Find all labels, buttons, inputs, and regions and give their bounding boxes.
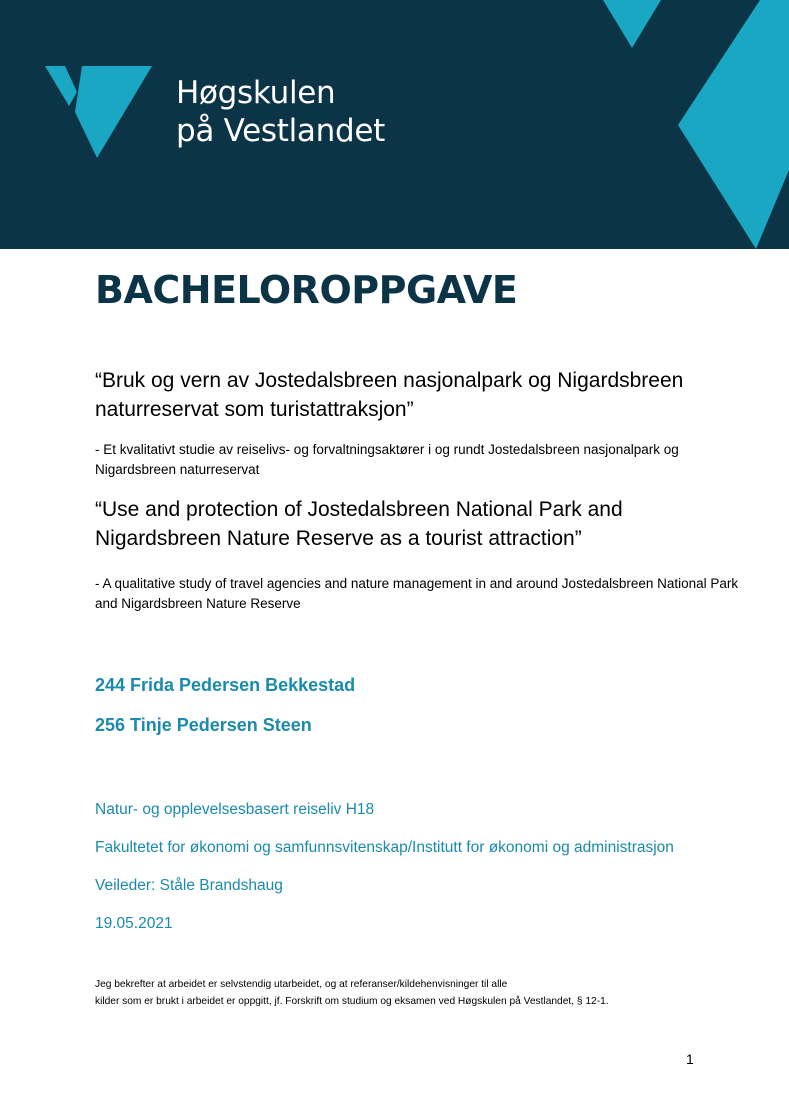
university-logo-text xyxy=(176,74,385,150)
declaration-statement xyxy=(95,976,715,1010)
right-diamond-shape xyxy=(678,0,789,249)
page-number: 1 xyxy=(686,1051,694,1067)
author-1: 244 Frida Pedersen Bekkestad xyxy=(95,675,356,695)
subtitle-english: - A qualitative study of travel agencies and nature management in and around Jostedalsbreen National Park and Nigardsbreen Nature Reserve xyxy=(95,576,739,611)
course-name: Natur- og opplevelsesbasert reiseliv H18 xyxy=(95,801,375,818)
title-english: “Use and protection of Jostedalsbreen National Park and Nigardsbreen Nature Reserve as a tourist attraction” xyxy=(95,498,623,550)
document-type-heading: BACHELOROPPGAVE xyxy=(95,268,518,312)
logo-line-2: på Vestlandet xyxy=(176,113,385,149)
declaration-line-2: kilder som er brukt i arbeidet er oppgitt, jf. Forskrift om studium og eksamen ved Høgskulen på Vestlandet, § 12-1. xyxy=(95,996,609,1007)
header-banner xyxy=(0,0,789,249)
declaration-line-1: Jeg bekrefter at arbeidet er selvstendig utarbeidet, og at referanser/kildehenvisninger til alle xyxy=(95,979,508,990)
submission-date: 19.05.2021 xyxy=(95,915,173,932)
author-2: 256 Tinje Pedersen Steen xyxy=(95,715,312,735)
faculty-name: Fakultetet for økonomi og samfunnsvitenskap/Institutt for økonomi og administrasjon xyxy=(95,839,674,856)
title-norwegian: “Bruk og vern av Jostedalsbreen nasjonalpark og Nigardsbreen naturreservat som turistattraksjon” xyxy=(95,369,684,421)
subtitle-norwegian: - Et kvalitativt studie av reiselivs- og forvaltningsaktører i og rundt Jostedalsbreen nasjonalpark og Nigardsbreen naturreservat xyxy=(95,442,679,477)
logo-line-1: Høgskulen xyxy=(176,75,336,111)
top-triangle-shape xyxy=(603,0,661,48)
supervisor: Veileder: Ståle Brandshaug xyxy=(95,877,283,894)
hvl-v-logo-icon xyxy=(45,66,153,158)
